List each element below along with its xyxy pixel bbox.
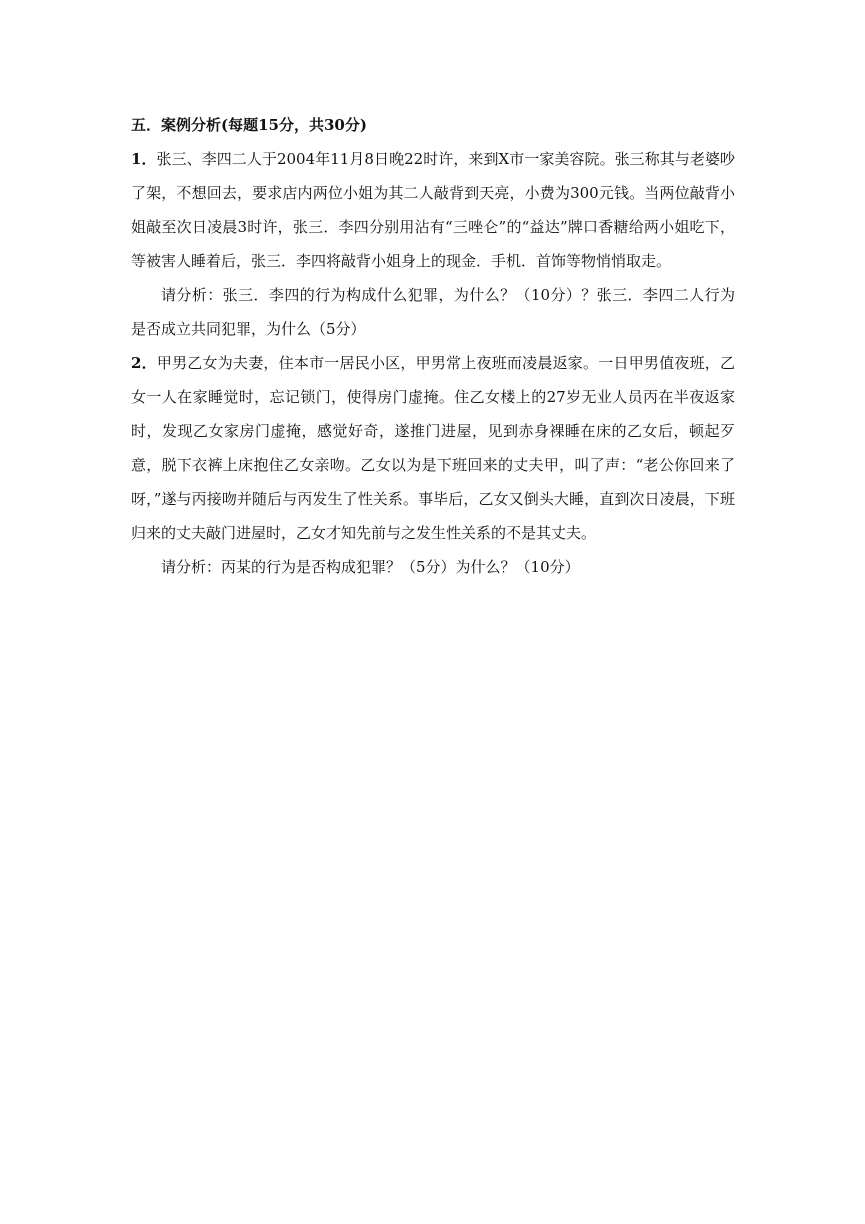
case-2-text: 甲男乙女为夫妻，住本市一居民小区，甲男常上夜班而凌晨返家。一日甲男值夜班，乙女一人在家睡觉时，忘记锁门，使得房门虚掩。住乙女楼上的27岁无业人员丙在半夜返家时，发现乙女家房门虚掩，感觉好奇，遂推门进屋，见到赤身裸睡在床的乙女后，顿起歹意，脱下衣裤上床抱住乙女亲吻。乙女以为是下班回来的丈夫甲，叫了声：“老公你回来了呀，”遂与丙接吻并随后与丙发生了性关系。事毕后，乙女又倒头大睡，直到次日凌晨，下班归来的丈夫敲门进屋时，乙女才知先前与之发生性关系的不是其丈夫。 bbox=[131, 354, 736, 542]
section-title: 五．案例分析(每题15分，共30分) bbox=[131, 116, 367, 134]
case-2-paragraph bbox=[131, 346, 735, 550]
case-1-paragraph bbox=[131, 142, 735, 278]
case-1-question: 请分析：张三．李四的行为构成什么犯罪，为什么？（10分）？张三．李四二人行为是否成立共同犯罪，为什么（5分） bbox=[131, 286, 735, 338]
case-1-text: 张三、李四二人于2004年11月8日晚22时许，来到X市一家美容院。张三称其与老婆吵了架，不想回去，要求店内两位小姐为其二人敲背到天亮，小费为300元钱。当两位敲背小姐敲至次日凌晨3时许，张三．李四分别用沾有“三唑仑”的“益达”牌口香糖给两小姐吃下，等被害人睡着后，张三．李四将敲背小姐身上的现金．手机．首饰等物悄悄取走。 bbox=[131, 150, 736, 270]
case-1-number: 1． bbox=[131, 150, 157, 168]
document-content bbox=[131, 108, 735, 584]
case-2-question: 请分析：丙某的行为是否构成犯罪？（5分）为什么？（10分） bbox=[161, 558, 580, 576]
case-2-number: 2． bbox=[131, 354, 157, 372]
